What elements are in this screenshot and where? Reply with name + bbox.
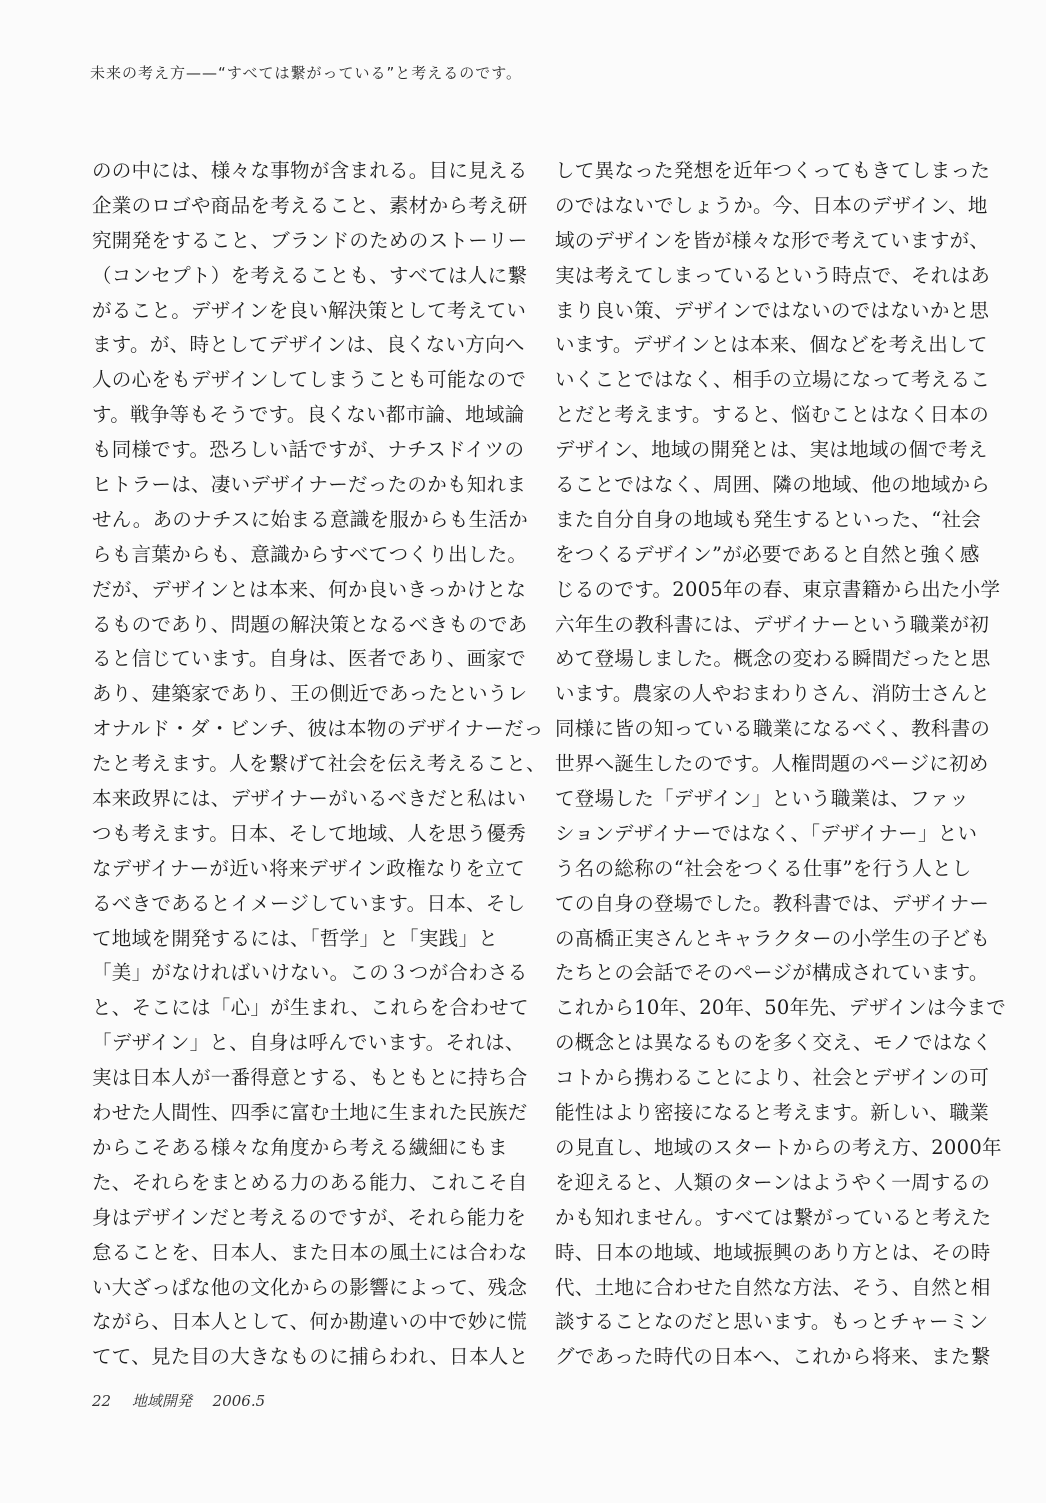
text-line: せん。あのナチスに始まる意識を服からも生活か [92,507,528,531]
text-line: 本来政界には、デザイナーがいるべきだと私はい [92,787,527,811]
text-line: の概念とは異なるものを多く交え、モノではなく [555,1031,993,1055]
text-line: います。デザインとは本来、個などを考え出して [555,333,988,357]
text-line: ながら、日本人として、何か勘違いの中で妙に慌 [92,1310,528,1334]
text-line: て登場した「デザイン」という職業は、ファッ [555,787,970,811]
text-line: また自分自身の地域も発生するといった、“社会 [555,507,982,531]
text-line: ての自身の登場でした。教科書では、デザイナー [555,891,990,915]
text-line: 能性はより密接になると考えます。新しい、職業 [555,1101,990,1125]
text-line: オナルド・ダ・ビンチ、彼は本物のデザイナーだっ [92,717,544,741]
page-number: 22 [92,1392,112,1410]
text-line: じるのです。2005年の春、東京書籍から出た小学 [555,577,1001,601]
text-line: とだと考えます。すると、悩むことはなく日本の [555,403,990,427]
text-line: ることではなく、周囲、隣の地域、他の地域から [555,473,991,497]
text-line: ます。が、時としてデザインは、良くない方向へ [92,333,525,357]
text-line: 人の心をもデザインしてしまうことも可能なので [92,368,527,392]
text-line: 世界へ誕生したのです。人権問題のページに初め [555,752,989,776]
text-line: いくことではなく、相手の立場になって考えるこ [555,368,991,392]
text-line: らも言葉からも、意識からすべてつくり出した。 [92,542,528,566]
text-line: す。戦争等もそうです。良くない都市論、地域論 [92,403,525,427]
text-line: 実は考えてしまっているという時点で、それはあ [555,263,991,287]
text-line: かも知れません。すべては繋がっていると考えた [555,1205,992,1229]
text-line: あり、建築家であり、王の側近であったというレ [92,682,528,706]
text-line: てて、見た目の大きなものに捕らわれ、日本人と [92,1345,529,1369]
text-line: なデザイナーが近い将来デザイン政権なりを立て [92,856,525,880]
text-line: 「デザイン」と、自身は呼んでいます。それは、 [92,1031,525,1055]
text-line: を迎えると、人類のターンはようやく一周するの [555,1170,991,1194]
text-line: グであった時代の日本へ、これから将来、また繋 [555,1345,991,1369]
text-line: つも考えます。日本、そして地域、人を思う優秀 [92,821,527,845]
text-line: ションデザイナーではなく、「デザイナー」とい [555,821,978,845]
text-line: コトから携わることにより、社会とデザインの可 [555,1066,990,1090]
text-line: わせた人間性、四季に富む土地に生まれた民族だ [92,1101,528,1125]
text-line: のではないでしょうか。今、日本のデザイン、地 [555,193,988,217]
text-line: ヒトラーは、凄いデザイナーだったのかも知れま [92,473,527,497]
text-line: 同様に皆の知っている職業になるべく、教科書の [555,717,991,741]
text-line: も同様です。恐ろしい話ですが、ナチスドイツの [92,438,525,462]
text-line: 談することなのだと思います。もっとチャーミン [555,1310,989,1334]
text-line: のの中には、様々な事物が含まれる。目に見える [92,159,528,182]
left-column [92,154,546,1375]
text-line: 六年生の教科書には、デザイナーという職業が初 [555,612,990,636]
text-line: 代、土地に合わせた自然な方法、そう、自然と相 [555,1275,991,1299]
text-line: います。農家の人やおまわりさん、消防士さんと [555,682,991,706]
text-line: 究開発をすること、ブランドのためのストーリー [92,228,528,252]
text-line: 怠ることを、日本人、また日本の風土には合わな [92,1240,528,1264]
text-line: 時、日本の地域、地域振興のあり方とは、その時 [555,1240,991,1264]
text-line: して異なった発想を近年つくってもきてしまった [555,159,991,182]
text-line: う名の総称の“社会をつくる仕事”を行う人とし [555,856,972,880]
text-line: めて登場しました。概念の変わる瞬間だったと思 [555,647,991,671]
text-line: 「美」がなければいけない。この３つが合わさる [92,961,528,985]
text-line: の髙橋正実さんとキャラクターの小学生の子ども [555,926,991,950]
publication-name: 地域開発 [131,1392,192,1410]
text-line: と、そこには「心」が生まれ、これらを合わせて [92,996,529,1020]
text-line: からこそある様々な角度から考える繊細にもま [92,1135,508,1159]
text-line: （コンセプト）を考えることも、すべては人に繋 [92,263,528,287]
text-line: これから10年、20年、50年先、デザインは今まで [555,996,1007,1020]
text-line: ると信じています。自身は、医者であり、画家で [92,647,527,671]
text-line: たちとの会話でそのページが構成されています。 [555,961,989,985]
text-line: るべきであるとイメージしています。日本、そし [92,891,526,915]
text-line: の見直し、地域のスタートからの考え方、2000年 [555,1135,1002,1159]
text-line: るものであり、問題の解決策となるべきものであ [92,612,528,636]
text-line: 域のデザインを皆が様々な形で考えていますが、 [555,228,990,252]
text-line: たと考えます。人を繋げて社会を伝え考えること、 [92,752,546,776]
issue-date: 2006.5 [212,1392,266,1410]
text-line: 企業のロゴや商品を考えること、素材から考え研 [92,193,528,217]
text-line: 実は日本人が一番得意とする、もともとに持ち合 [92,1066,528,1090]
text-line: デザイン、地域の開発とは、実は地域の個で考え [555,438,988,462]
text-line: い大ざっぱな他の文化からの影響によって、残念 [92,1275,528,1299]
right-column [555,154,1006,1375]
running-head: 未来の考え方——“すべては繋がっている”と考えるのです。 [90,64,523,82]
text-line: をつくるデザイン”が必要であると自然と強く感 [555,542,980,566]
text-line: 身はデザインだと考えるのですが、それら能力を [92,1205,527,1229]
text-line: た、それらをまとめる力のある能力、これこそ自 [92,1170,528,1194]
text-line: がること。デザインを良い解決策として考えてい [92,298,527,322]
text-line: まり良い策、デザインではないのではないかと思 [555,298,990,322]
page-footer [92,1390,281,1411]
text-line: て地域を開発するには、「哲学」と「実践」と [92,926,499,950]
text-line: だが、デザインとは本来、何か良いきっかけとな [92,577,527,601]
